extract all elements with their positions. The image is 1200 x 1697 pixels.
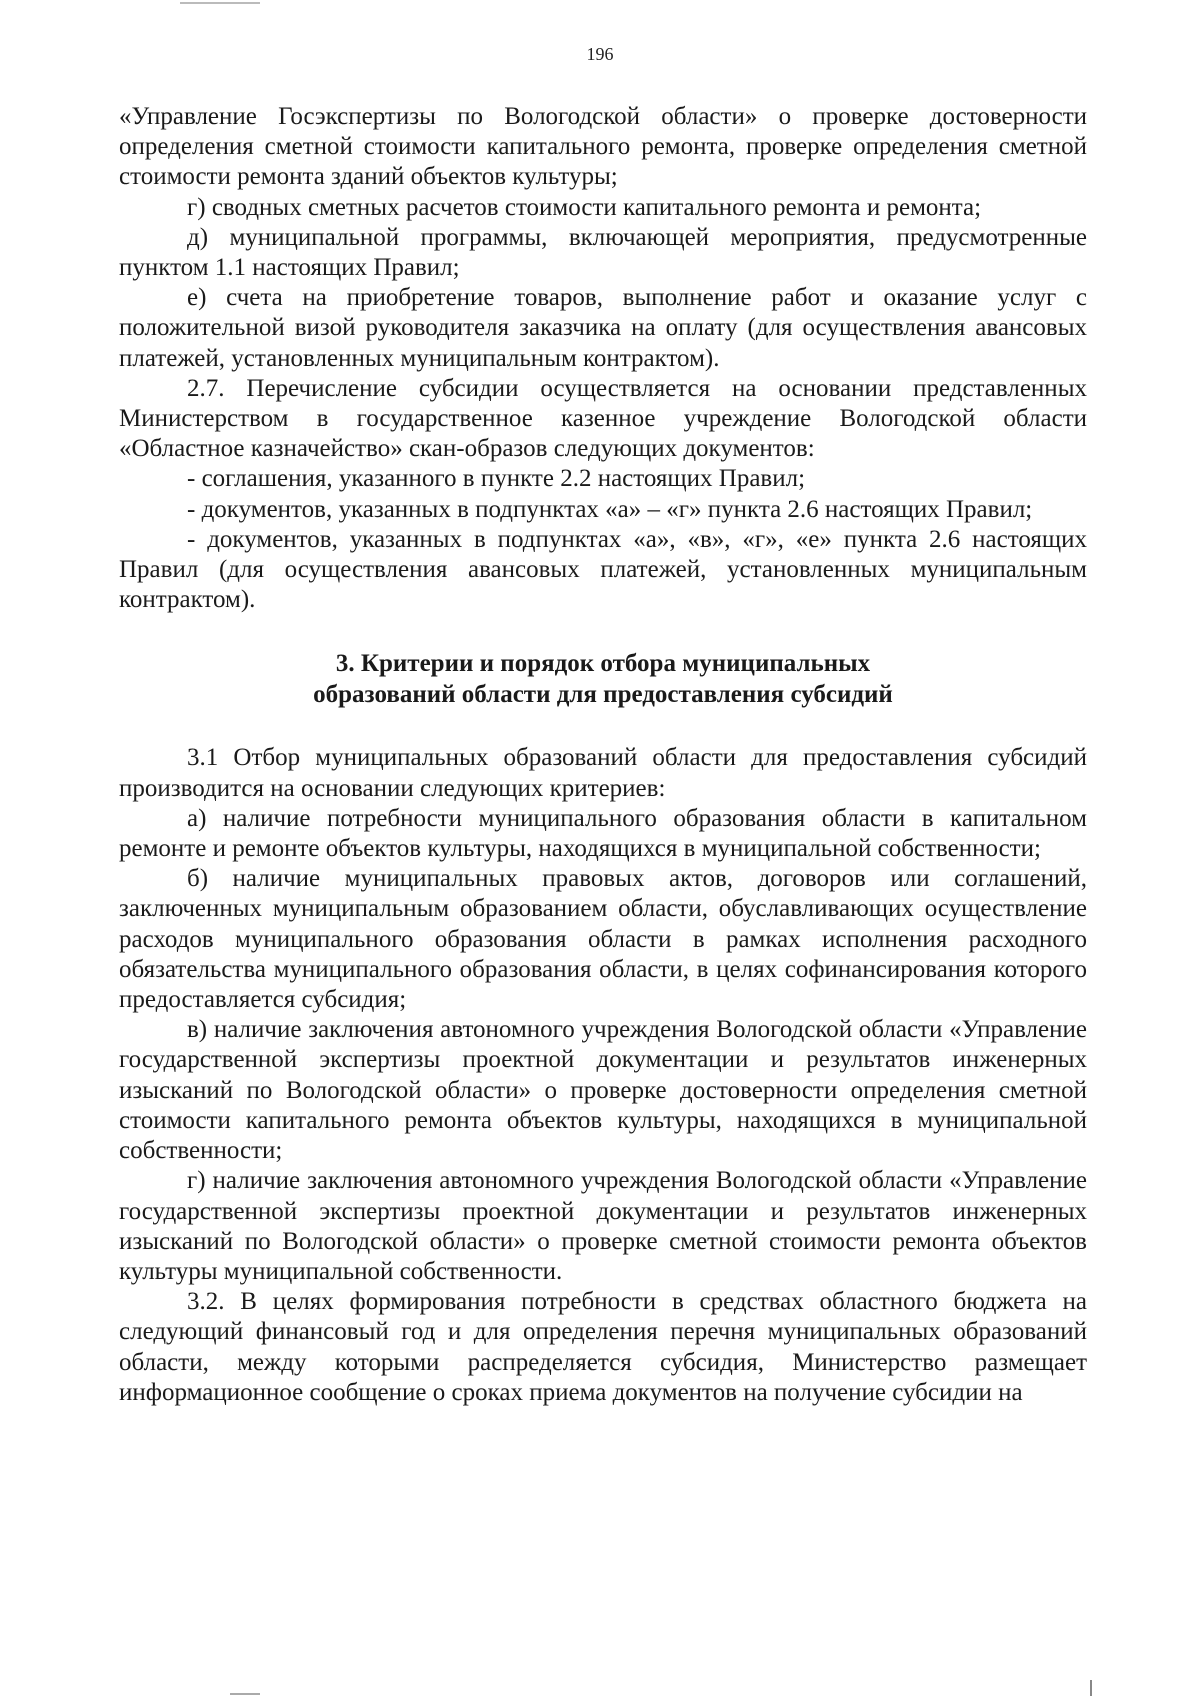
scan-artifact [180, 2, 260, 4]
section-heading-line: образований области для предоставления субсидий [313, 681, 893, 709]
paragraph: 3.1 Отбор муниципальных образований области для предоставления субсидий производится на основании следующих критериев: [119, 744, 1087, 802]
section-heading [119, 648, 1087, 710]
paragraph: г) сводных сметных расчетов стоимости капитального ремонта и ремонта; [187, 193, 982, 221]
scan-artifact [230, 1693, 260, 1695]
paragraph: в) наличие заключения автономного учреждения Вологодской области «Управление государственной экспертизы проектной документации и результатов инженерных изысканий по Вологодской области» о проверке достоверности определения сметной стоимости капитального ремонта объектов культуры, находящихся в муниципальной собственности; [119, 1016, 1087, 1165]
document-body [119, 102, 1087, 1408]
paragraph: 3.2. В целях формирования потребности в средствах областного бюджета на следующий финансовый год и для определения перечня муниципальных образований области, между которыми распределяется субсидия, Министерство размещает информационное сообщение о сроках приема документов на получение субсидии на [119, 1288, 1087, 1406]
paragraph: б) наличие муниципальных правовых актов, договоров или соглашений, заключенных муниципальным образованием области, обуславливающих осуществление расходов муниципального образования области в рамках исполнения расходного обязательства муниципального образования области, в целях софинансирования которого предоставляется субсидия; [119, 865, 1087, 1014]
paragraph: г) наличие заключения автономного учреждения Вологодской области «Управление государственной экспертизы проектной документации и результатов инженерных изысканий по Вологодской области» о проверке сметной стоимости ремонта объектов культуры муниципальной собственности. [119, 1167, 1087, 1285]
paragraph: 2.7. Перечисление субсидии осуществляется на основании представленных Министерством в государственное казенное учреждение Вологодской области «Областное казначейство» скан-образов следующих документов: [119, 374, 1087, 463]
paragraph: - документов, указанных в подпунктах «а» – «г» пункта 2.6 настоящих Правил; [187, 495, 1033, 523]
paragraph: - документов, указанных в подпунктах «а», «в», «г», «е» пункта 2.6 настоящих Правил (для осуществления авансовых платежей, установленных муниципальным контрактом). [119, 525, 1087, 614]
section-heading-line: 3. Критерии и порядок отбора муниципальных [335, 650, 871, 678]
paragraph: д) муниципальной программы, включающей мероприятия, предусмотренные пунктом 1.1 настоящих Правил; [119, 223, 1087, 282]
paragraph: а) наличие потребности муниципального образования области в капитальном ремонте и ремонте объектов культуры, находящихся в муниципальной собственности; [119, 804, 1087, 863]
scan-artifact [1090, 1680, 1092, 1696]
paragraph: е) счета на приобретение товаров, выполнение работ и оказание услуг с положительной визой руководителя заказчика на оплату (для осуществления авансовых платежей, установленных муниципальным контрактом). [119, 284, 1087, 372]
paragraph: - соглашения, указанного в пункте 2.2 настоящих Правил; [187, 465, 806, 493]
paragraph: «Управление Госэкспертизы по Вологодской области» о проверке достоверности определения сметной стоимости капитального ремонта, проверке определения сметной стоимости ремонта зданий объектов культуры; [119, 103, 1087, 191]
page-number: 196 [586, 44, 614, 64]
